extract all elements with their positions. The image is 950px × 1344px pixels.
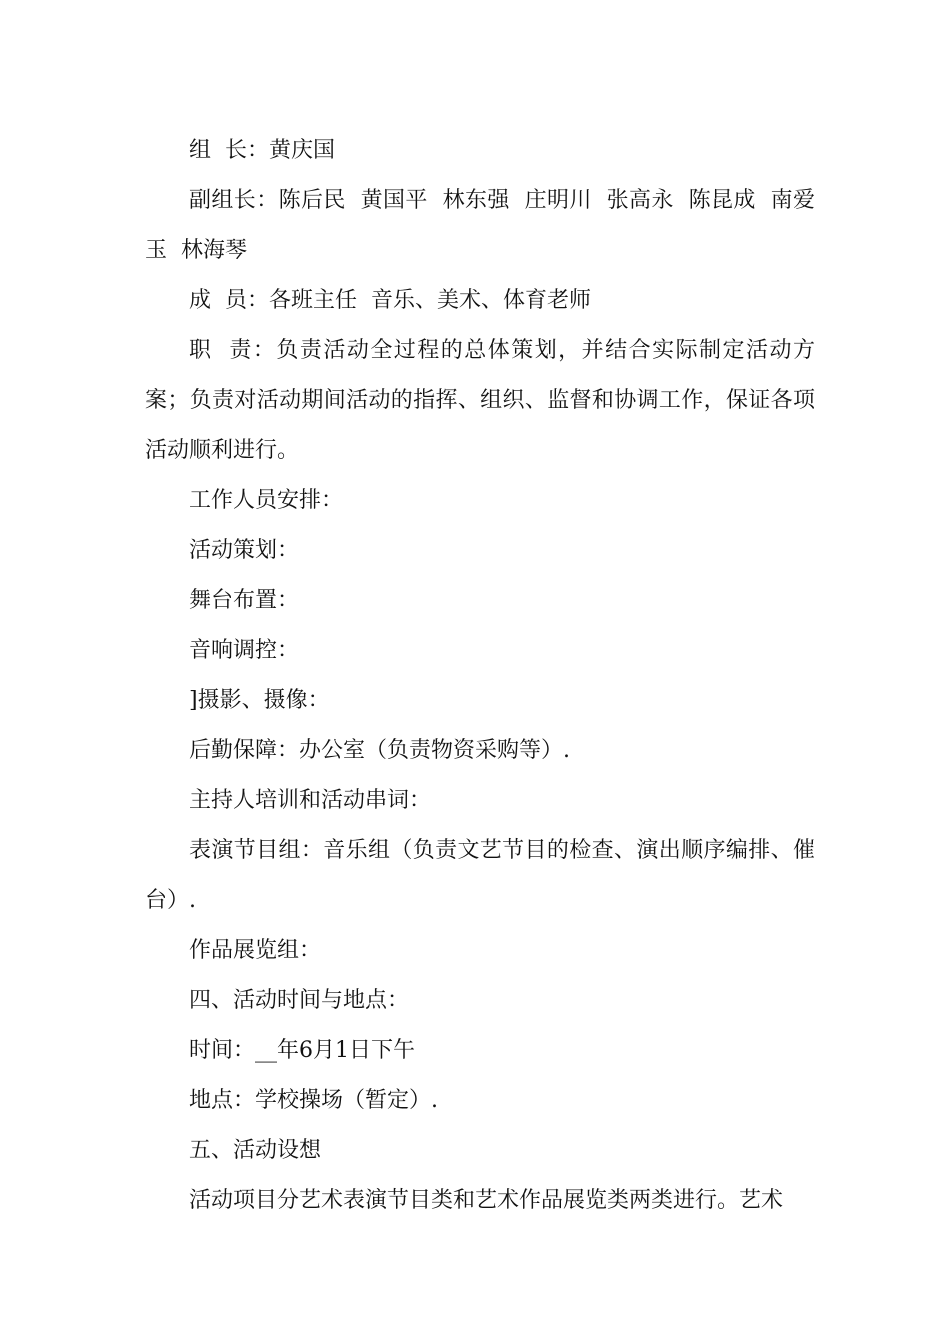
- paragraph-duties: 职 责：负责活动全过程的总体策划，并结合实际制定活动方案；负责对活动期间活动的指挥、组织、监督和协调工作，保证各项活动顺利进行。: [145, 338, 815, 463]
- paragraph-leader: 组 长：黄庆国: [189, 138, 335, 163]
- document-body: [145, 126, 815, 1226]
- paragraph-logistics: 后勤保障：办公室（负责物资采购等）.: [189, 738, 570, 763]
- paragraph-stage-setup: 舞台布置：: [189, 588, 300, 613]
- paragraph-performance-group: 表演节目组：音乐组（负责文艺节目的检查、演出顺序编排、催台）.: [145, 838, 815, 913]
- paragraph-photography: ]摄影、摄像：: [189, 688, 330, 713]
- section-heading-activity-ideas: 五、活动设想: [189, 1138, 322, 1163]
- paragraph-host-training: 主持人培训和活动串词：: [189, 788, 432, 813]
- paragraph-activity-planning: 活动策划：: [189, 538, 300, 563]
- paragraph-deputy-leaders: 副组长：陈后民 黄国平 林东强 庄明川 张高永 陈昆成 南爱玉 林海琴: [145, 188, 815, 263]
- paragraph-staff-arrangement: 工作人员安排：: [189, 488, 344, 513]
- section-heading-time-place: 四、活动时间与地点：: [189, 988, 410, 1013]
- paragraph-time: 时间：__年6月1日下午: [189, 1038, 415, 1063]
- paragraph-exhibition-group: 作品展览组：: [189, 938, 322, 963]
- paragraph-activity-items: 活动项目分艺术表演节目类和艺术作品展览类两类进行。艺术: [189, 1188, 784, 1213]
- paragraph-sound-control: 音响调控：: [189, 638, 300, 663]
- paragraph-members: 成 员：各班主任 音乐、美术、体育老师: [189, 288, 591, 313]
- paragraph-place: 地点：学校操场（暂定）.: [189, 1088, 438, 1113]
